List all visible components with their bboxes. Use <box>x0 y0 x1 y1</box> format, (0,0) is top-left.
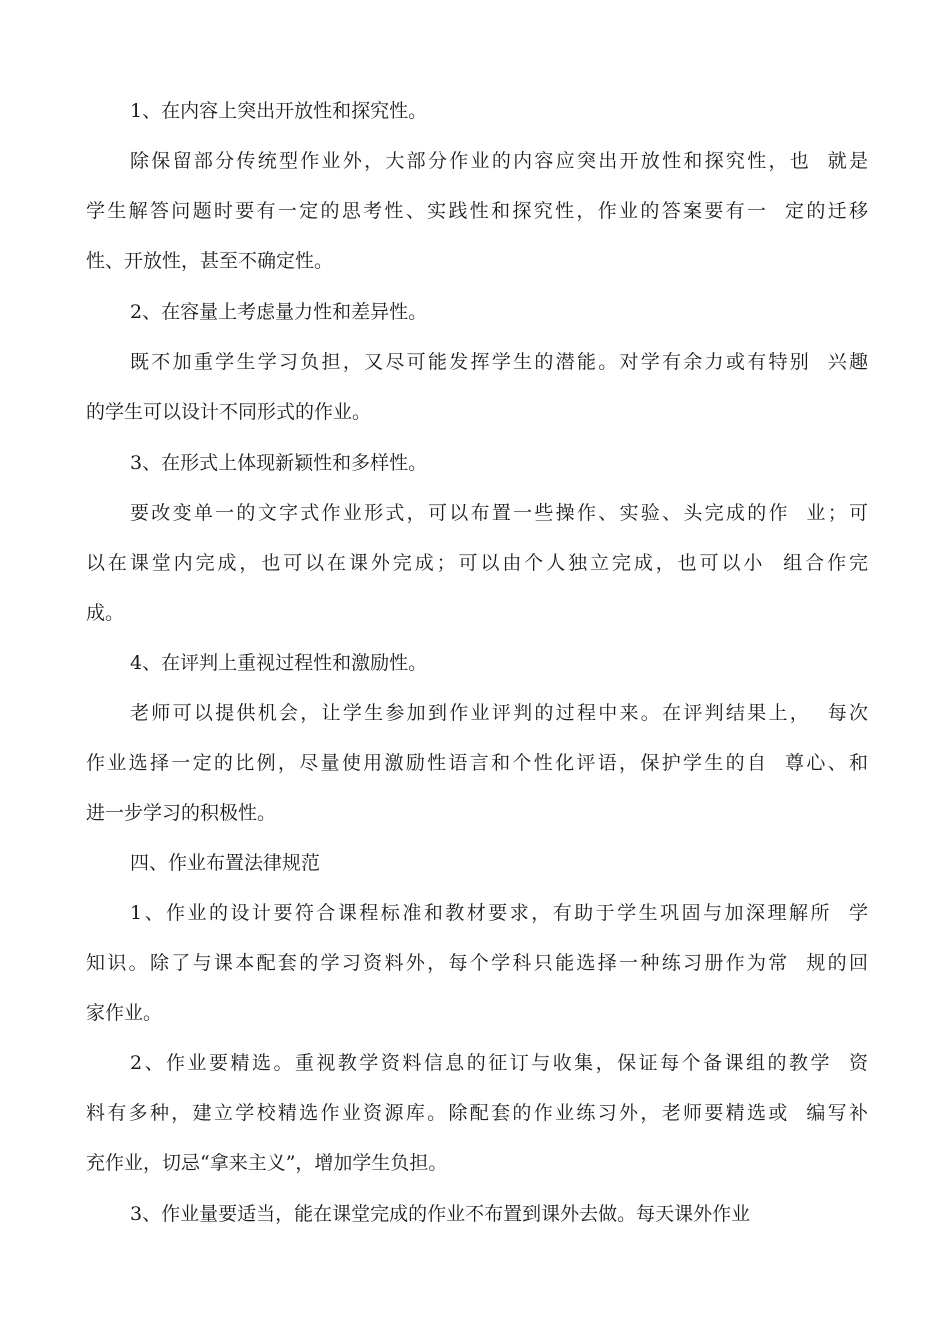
text-line: 1、作业的设计要符合课程标准和教材要求，有助于学生巩固与加深理解所 学 <box>130 902 868 924</box>
paragraph-7 <box>86 638 868 688</box>
text-line: 要改变单一的文字式作业形式，可以布置一些操作、实验、头完成的作 业；可 <box>130 502 868 524</box>
text-line: 成。 <box>86 602 125 624</box>
text-line: 除保留部分传统型作业外，大部分作业的内容应突出开放性和探究性，也 就是 <box>130 150 868 172</box>
text-line: 性、开放性，甚至不确定性。 <box>86 250 334 272</box>
text-line: 老师可以提供机会，让学生参加到作业评判的过程中来。在评判结果上， 每次 <box>130 702 868 724</box>
paragraph-5 <box>86 438 868 488</box>
section-heading <box>86 838 868 888</box>
text-line: 作业选择一定的比例，尽量使用激励性语言和个性化评语，保护学生的自 尊心、和 <box>86 752 868 774</box>
text-line: 3、作业量要适当，能在课堂完成的作业不布置到课外去做。每天课外作业 <box>130 1203 751 1225</box>
text-line: 学生解答问题时要有一定的思考性、实践性和探究性，作业的答案要有一 定的迁移 <box>86 200 868 222</box>
text-line: 四、作业布置法律规范 <box>130 852 321 874</box>
text-line: 2、作业要精选。重视教学资料信息的征订与收集，保证每个备课组的教学 资 <box>130 1052 868 1074</box>
paragraph-12 <box>86 1189 868 1239</box>
text-line: 的学生可以设计不同形式的作业。 <box>86 401 372 423</box>
text-line: 家作业。 <box>86 1002 163 1024</box>
paragraph-3 <box>86 287 868 337</box>
text-line: 既不加重学生学习负担，又尽可能发挥学生的潜能。对学有余力或有特别 兴趣 <box>130 351 868 373</box>
text-line: 知识。除了与课本配套的学习资料外，每个学科只能选择一种练习册作为常 规的回 <box>86 952 868 974</box>
text-line: 料有多种，建立学校精选作业资源库。除配套的作业练习外，老师要精选或 编写补 <box>86 1102 868 1124</box>
text-line: 1、在内容上突出开放性和探究性。 <box>130 100 428 122</box>
paragraph-2 <box>86 136 868 286</box>
text-line: 充作业，切忌“拿来主义”，增加学生负担。 <box>86 1152 448 1174</box>
text-line: 3、在形式上体现新颖性和多样性。 <box>130 452 428 474</box>
paragraph-6 <box>86 488 868 638</box>
paragraph-1 <box>86 86 868 136</box>
paragraph-8 <box>86 688 868 838</box>
text-line: 2、在容量上考虑量力性和差异性。 <box>130 301 428 323</box>
paragraph-4 <box>86 337 868 437</box>
text-line: 以在课堂内完成，也可以在课外完成；可以由个人独立完成，也可以小 组合作完 <box>86 552 868 574</box>
text-line: 4、在评判上重视过程性和激励性。 <box>130 652 428 674</box>
paragraph-11 <box>86 1038 868 1188</box>
text-line: 进一步学习的积极性。 <box>86 802 277 824</box>
paragraph-10 <box>86 888 868 1038</box>
